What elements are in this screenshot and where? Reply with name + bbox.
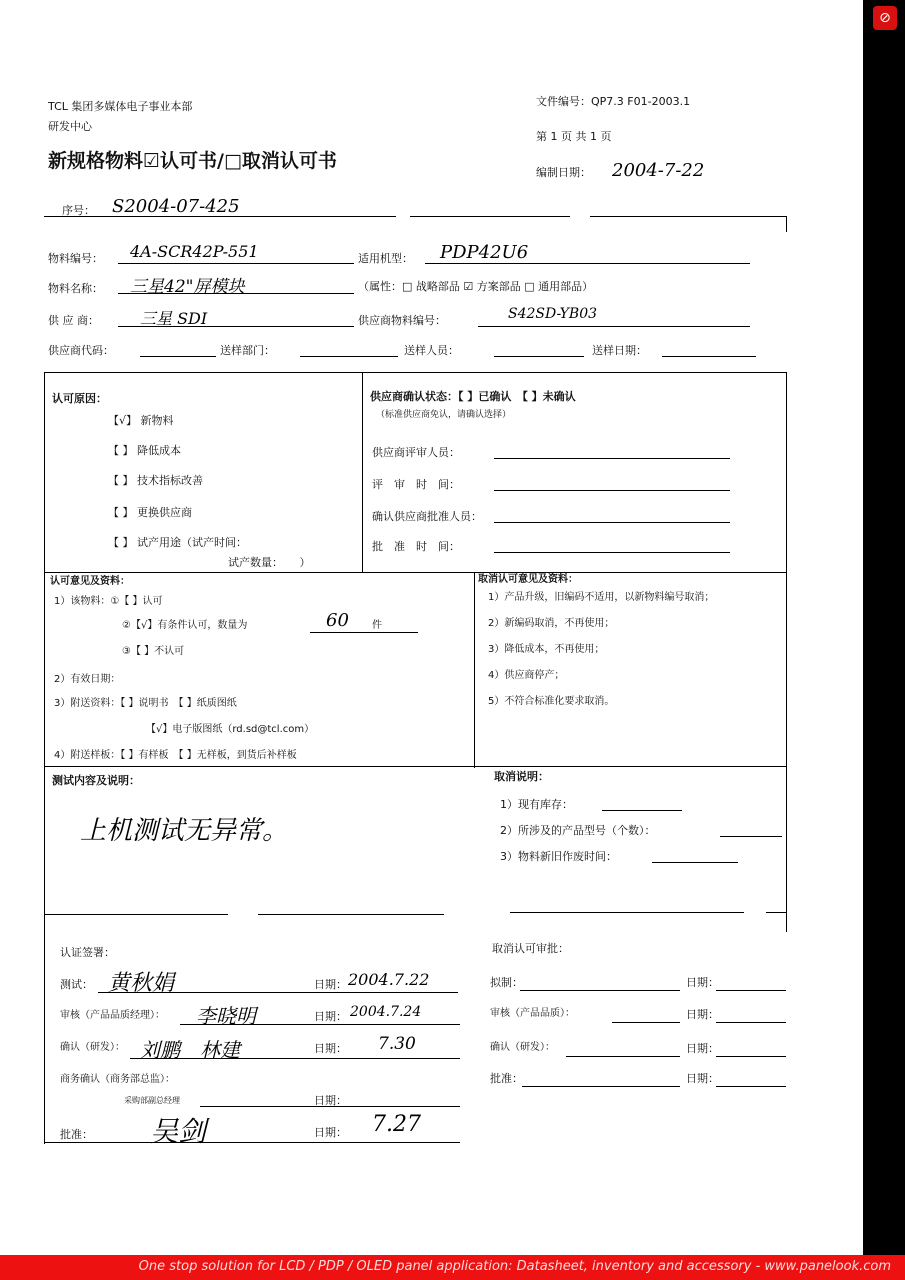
sign-label: 审核（产品品质经理）：: [60, 1010, 165, 1021]
cancel-note-item: 3）物料新旧作废时间：: [500, 850, 617, 863]
opinion-line: 【√】电子版图纸（rd.sd@tcl.com）: [146, 724, 315, 735]
trial-qty-label: 试产数量： ）: [228, 556, 311, 569]
cancel-reason-item: 3）降低成本，不再使用；: [488, 644, 605, 655]
test-content: 上机测试无异常。: [80, 816, 289, 846]
send-person-label: 送样人员：: [404, 344, 459, 357]
sign-date: 2004.7.24: [350, 1004, 422, 1020]
doc-number: 文件编号：QP7.3 F01-2003.1: [536, 95, 691, 108]
supplier-value: 三星 SDI: [140, 309, 208, 328]
cancel-sign-label: 确认（研发）：: [490, 1042, 555, 1053]
cancel-sign-date: 日期：: [686, 1072, 719, 1085]
page-count: 第 1 页 共 1 页: [536, 130, 612, 143]
qty-unit: 件: [372, 620, 382, 631]
page-title: 新规格物料☑认可书/□取消认可书: [48, 150, 337, 172]
sign-date: 7.27: [372, 1112, 421, 1137]
cancel-note-item: 2）所涉及的产品型号（个数）：: [500, 824, 656, 837]
reason-item[interactable]: 【 】 更换供应商: [108, 506, 192, 519]
model-label: 适用机型：: [358, 252, 413, 265]
cancel-reason-item: 5）不符合标准化要求取消。: [488, 696, 615, 707]
signoff-heading: 认证签署：: [60, 946, 115, 959]
cancel-sign-date: 日期：: [686, 1042, 719, 1055]
sign-date-label: 日期：: [314, 1094, 347, 1107]
cancel-sign-date: 日期：: [686, 976, 719, 989]
signature: 李晓明: [196, 1004, 256, 1028]
reason-item[interactable]: 【 】 降低成本: [108, 444, 181, 457]
confirm-note: （标准供应商免认，请确认选择）: [376, 410, 512, 420]
serial-label: 序号：: [62, 204, 95, 217]
cancel-sign-label: 批准：: [490, 1072, 523, 1085]
sign-label: 商务确认（商务部总监）：: [60, 1074, 175, 1085]
cancel-note-item: 1）现有库存：: [500, 798, 573, 811]
name-value: 三星42"屏模块: [130, 277, 245, 297]
reviewer-label: 供应商评审人员：: [372, 446, 460, 459]
test-heading: 测试内容及说明：: [52, 774, 140, 787]
date-label: 编制日期：: [536, 166, 591, 179]
opinion-line: 1）该物料：①【 】认可: [54, 596, 163, 607]
signature: 吴剑: [150, 1115, 207, 1148]
confirm-heading: 供应商确认状态：【 】已确认 【 】未确认: [370, 390, 576, 403]
code-label: 物料编号：: [48, 252, 103, 265]
cancel-reason-item: 4）供应商停产；: [488, 670, 565, 681]
opinion-line: 3）附送资料：【 】说明书 【 】纸质图纸: [54, 698, 237, 709]
cancel-sign-label: 拟制：: [490, 976, 523, 989]
approver-label: 确认供应商批准人员：: [372, 510, 482, 523]
send-dept-label: 送样部门：: [220, 344, 275, 357]
opinion-line: ②【√】有条件认可，数量为: [122, 620, 248, 631]
org-line2: 研发中心: [48, 120, 92, 133]
footer-text: One stop solution for LCD / PDP / OLED panel application: Datasheet, inventory and accessory - www.panelook.com: [138, 1259, 891, 1274]
review-time-label: 评 审 时 间：: [372, 478, 460, 491]
cancel-sign-heading: 取消认可审批：: [492, 942, 569, 955]
cancel-reason-heading: 取消认可意见及资料：: [478, 574, 578, 585]
sign-label: 确认（研发）：: [60, 1042, 125, 1053]
sign-date-label: 日期：: [314, 1010, 347, 1023]
cancel-sign-date: 日期：: [686, 1008, 719, 1021]
date-value: 2004-7-22: [612, 160, 705, 181]
send-date-label: 送样日期：: [592, 344, 647, 357]
signature: 黄秋娟: [108, 971, 175, 996]
supplier-label: 供 应 商：: [48, 314, 99, 327]
model-value: PDP42U6: [440, 242, 529, 263]
extra-label: 采购部副总经理: [124, 1096, 180, 1105]
category-options: （属性：□ 战略部品 ☑ 方案部品 □ 通用部品）: [358, 280, 594, 293]
reason-item[interactable]: 【 】 技术指标改善: [108, 474, 203, 487]
sign-label: 测试：: [60, 978, 93, 991]
qty-value: 60: [326, 610, 349, 631]
right-scan-border: [863, 0, 905, 1255]
reason-item[interactable]: 【√】 新物料: [108, 414, 174, 427]
serial-value: S2004-07-425: [112, 196, 240, 217]
cancel-note-heading: 取消说明：: [494, 770, 549, 783]
reason-item[interactable]: 【 】 试产用途（试产时间：: [108, 536, 247, 549]
supplier-id-label: 供应商代码：: [48, 344, 114, 357]
sign-label: 批准：: [60, 1128, 93, 1141]
logo-icon[interactable]: ⊘: [873, 6, 897, 30]
sign-date-label: 日期：: [314, 1042, 347, 1055]
reason-heading: 认可原因：: [52, 392, 107, 405]
supplier-code-value: S42SD-YB03: [508, 306, 598, 322]
opinion-line: 2）有效日期：: [54, 674, 121, 685]
cancel-reason-item: 1）产品升级，旧编码不适用，以新物料编号取消；: [488, 592, 715, 603]
opinion-line: 4）附送样板：【 】有样板 【 】无样板，到货后补样板: [54, 750, 297, 761]
supplier-code-label: 供应商物料编号：: [358, 314, 446, 327]
opinion-line: ③【 】不认可: [122, 646, 185, 657]
approve-time-label: 批 准 时 间：: [372, 540, 460, 553]
sign-date-label: 日期：: [314, 978, 347, 991]
cancel-sign-label: 审核（产品品质）：: [490, 1008, 575, 1019]
footer-banner: [0, 1255, 905, 1280]
cancel-reason-item: 2）新编码取消，不再使用；: [488, 618, 615, 629]
sign-date: 7.30: [378, 1034, 416, 1054]
name-label: 物料名称：: [48, 282, 103, 295]
org-line1: TCL 集团多媒体电子事业本部: [48, 100, 193, 113]
sign-date: 2004.7.22: [348, 970, 430, 989]
sign-date-label: 日期：: [314, 1126, 347, 1139]
opinion-heading: 认可意见及资料：: [50, 576, 130, 587]
signature: 刘鹏 林建: [140, 1038, 240, 1062]
code-value: 4A-SCR42P-551: [130, 242, 259, 261]
